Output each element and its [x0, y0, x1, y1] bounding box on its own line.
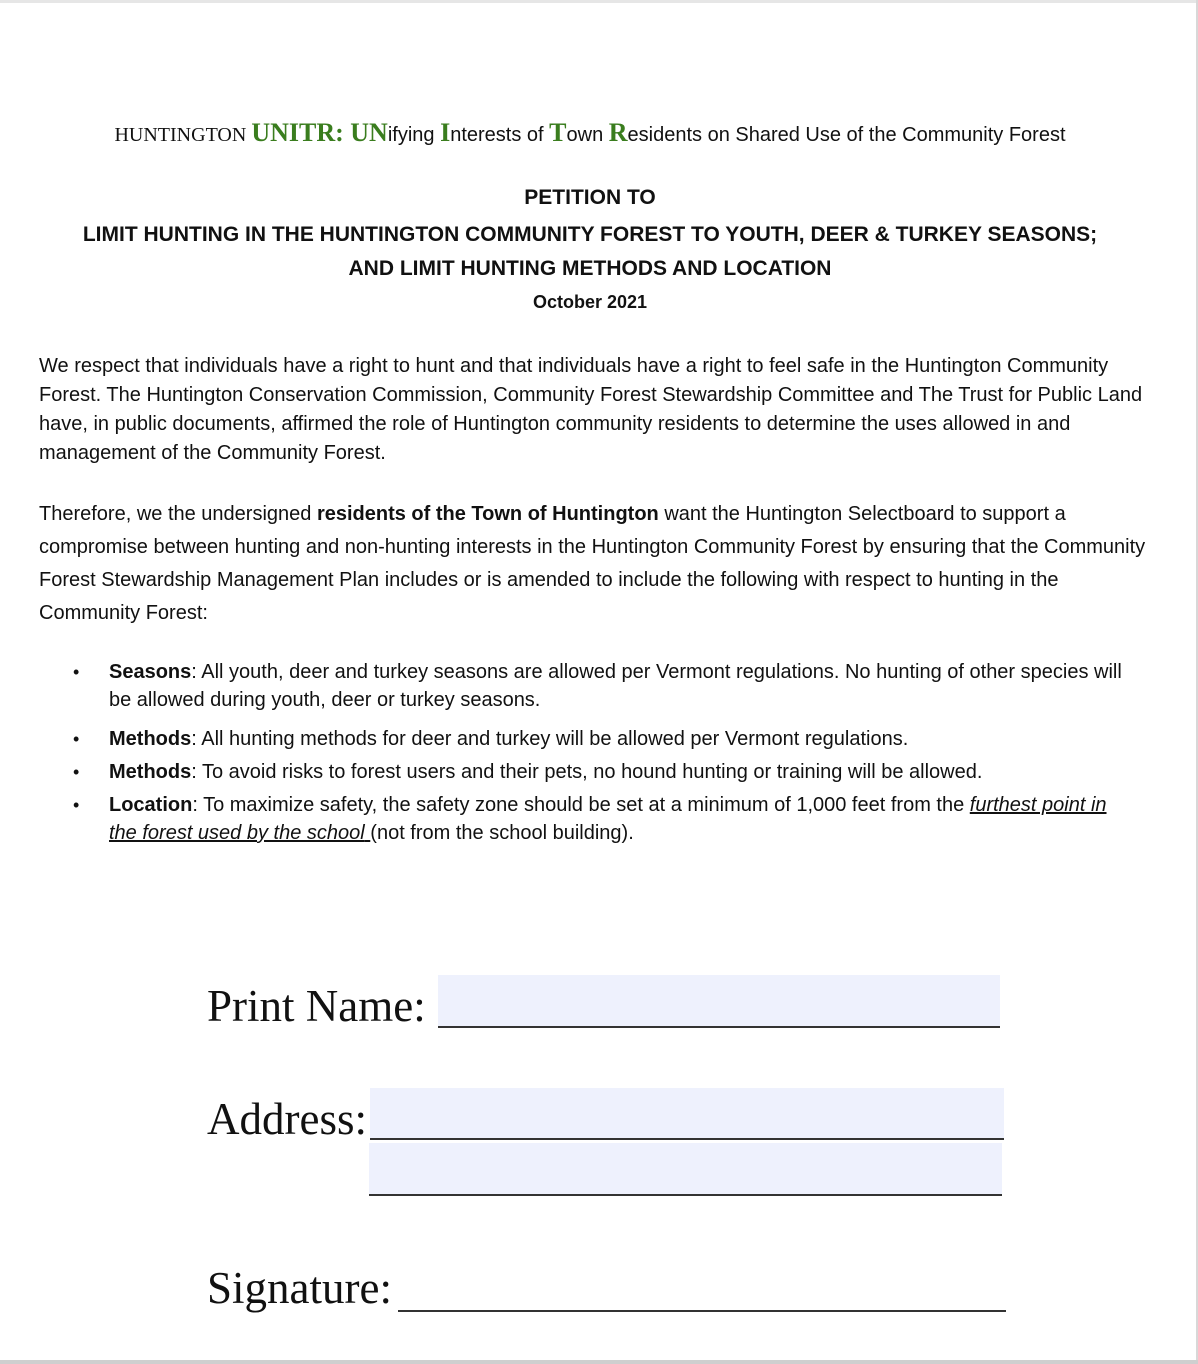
petition-title-line-1: PETITION TO: [524, 186, 656, 209]
page-edge-top: [0, 0, 1198, 3]
bullet-icon: •: [73, 795, 80, 815]
request-paragraph: Therefore, we the undersigned residents of the Town of Huntington want the Huntington Selectboard to support a compromise between hunting and non-hunting interests in the Huntington Community Forest by ensuring that the Community Forest Stewardship Management Plan includes or is amended to include the following with respect to hunting in the Community Forest:: [39, 503, 1146, 624]
petition-date: October 2021: [532, 292, 648, 312]
intro-paragraph: We respect that individuals have a right to hunt and that individuals have a right to feel safe in the Huntington Community Forest. The Huntington Conservation Commission, Community Forest Stewardship Committee and The Trust for Public Land have, in public documents, affirmed the role of Huntington community residents to determine the uses allowed in and management of the Community Forest.: [39, 355, 1143, 464]
petition-title-line-3: AND LIMIT HUNTING METHODS AND LOCATION: [348, 257, 832, 280]
print-name-label: Print Name:: [207, 981, 426, 1031]
petition-title-line-2: LIMIT HUNTING IN THE HUNTINGTON COMMUNITY FOREST TO YOUTH, DEER & TURKEY SEASONS;: [82, 223, 1098, 246]
address-field-line-1[interactable]: [370, 1088, 1004, 1140]
bullet-icon: •: [73, 729, 80, 749]
bullet-icon: •: [73, 762, 80, 782]
address-field-line-2[interactable]: [369, 1143, 1002, 1196]
print-name-field[interactable]: [438, 975, 1000, 1028]
bullet-icon: •: [73, 662, 80, 682]
school-area-link: furthest point in the forest used by the school: [109, 794, 1107, 844]
organization-header: HUNTINGTON UNITR: UNifying Interests of Town Residents on Shared Use of the Community Forest: [114, 118, 1066, 147]
page-edge-bottom: [0, 1360, 1198, 1364]
address-label: Address:: [207, 1094, 367, 1144]
signature-field[interactable]: [398, 1270, 1006, 1312]
signature-label: Signature:: [207, 1263, 392, 1313]
